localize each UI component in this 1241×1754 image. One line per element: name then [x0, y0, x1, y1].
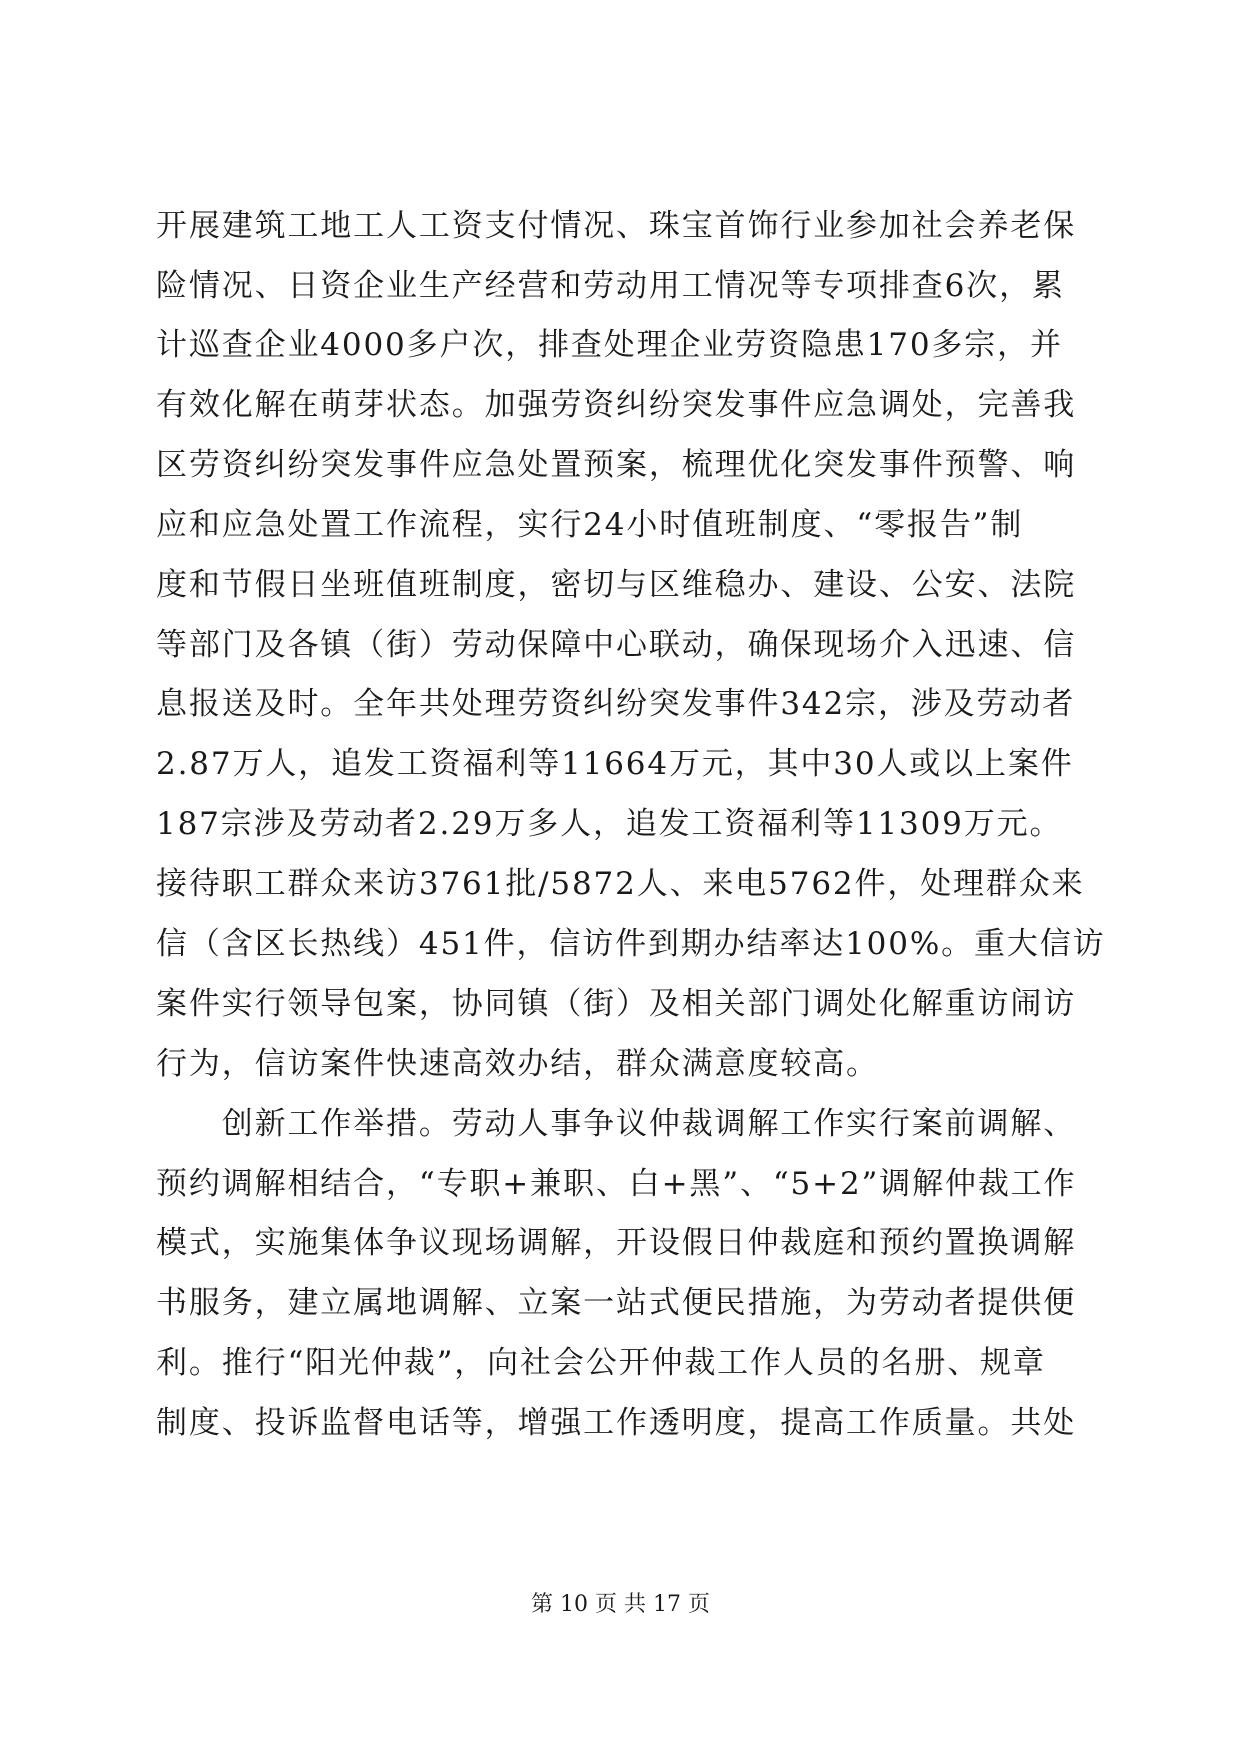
- body-line: 模式，实施集体争议现场调解，开设假日仲裁庭和预约置换调解: [156, 1225, 1077, 1261]
- body-line: 等部门及各镇（街）劳动保障中心联动，确保现场介入迅速、信: [156, 627, 1077, 663]
- body-line: 度和节假日坐班值班制度，密切与区维稳办、建设、公安、法院: [156, 567, 1077, 603]
- body-line: 计巡查企业4000多户次，排查处理企业劳资隐患170多宗，并: [156, 327, 1063, 363]
- body-line: 制度、投诉监督电话等，增强工作透明度，提高工作质量。共处: [156, 1405, 1077, 1441]
- body-line: 应和应急处置工作流程，实行24小时值班制度、“零报告”制: [156, 507, 1024, 543]
- body-line: 区劳资纠纷突发事件应急处置预案，梳理优化突发事件预警、响: [156, 447, 1077, 483]
- body-line: 案件实行领导包案，协同镇（街）及相关部门调处化解重访闹访: [156, 986, 1077, 1022]
- body-line: 书服务，建立属地调解、立案一站式便民措施，为劳动者提供便: [156, 1285, 1077, 1321]
- body-line: 利。推行“阳光仲裁”，向社会公开仲裁工作人员的名册、规章: [156, 1345, 1046, 1381]
- body-line: 2.87万人，追发工资福利等11664万元，其中30人或以上案件: [156, 746, 1074, 782]
- body-line: 信（含区长热线）451件，信访件到期办结率达100%。重大信访: [156, 926, 1106, 962]
- body-line: 接待职工群众来访3761批/5872人、来电5762件，处理群众来: [156, 866, 1085, 902]
- body-line: 有效化解在萌芽状态。加强劳资纠纷突发事件应急调处，完善我: [156, 387, 1077, 423]
- page-number-footer: 第 10 页 共 17 页: [531, 1592, 710, 1617]
- body-line: 行为，信访案件快速高效办结，群众满意度较高。: [156, 1046, 879, 1082]
- body-line: 险情况、日资企业生产经营和劳动用工情况等专项排查6次，累: [156, 268, 1065, 304]
- body-line: 187宗涉及劳动者2.29万多人，追发工资福利等11309万元。: [156, 806, 1063, 842]
- body-line: 息报送及时。全年共处理劳资纠纷突发事件342宗，涉及劳动者: [156, 686, 1076, 722]
- body-line: 创新工作举措。劳动人事争议仲裁调解工作实行案前调解、: [156, 1106, 1077, 1142]
- body-line: 开展建筑工地工人工资支付情况、珠宝首饰行业参加社会养老保: [156, 208, 1077, 244]
- body-line: 预约调解相结合，“专职+兼职、白+黑”、“5+2”调解仲裁工作: [156, 1166, 1077, 1202]
